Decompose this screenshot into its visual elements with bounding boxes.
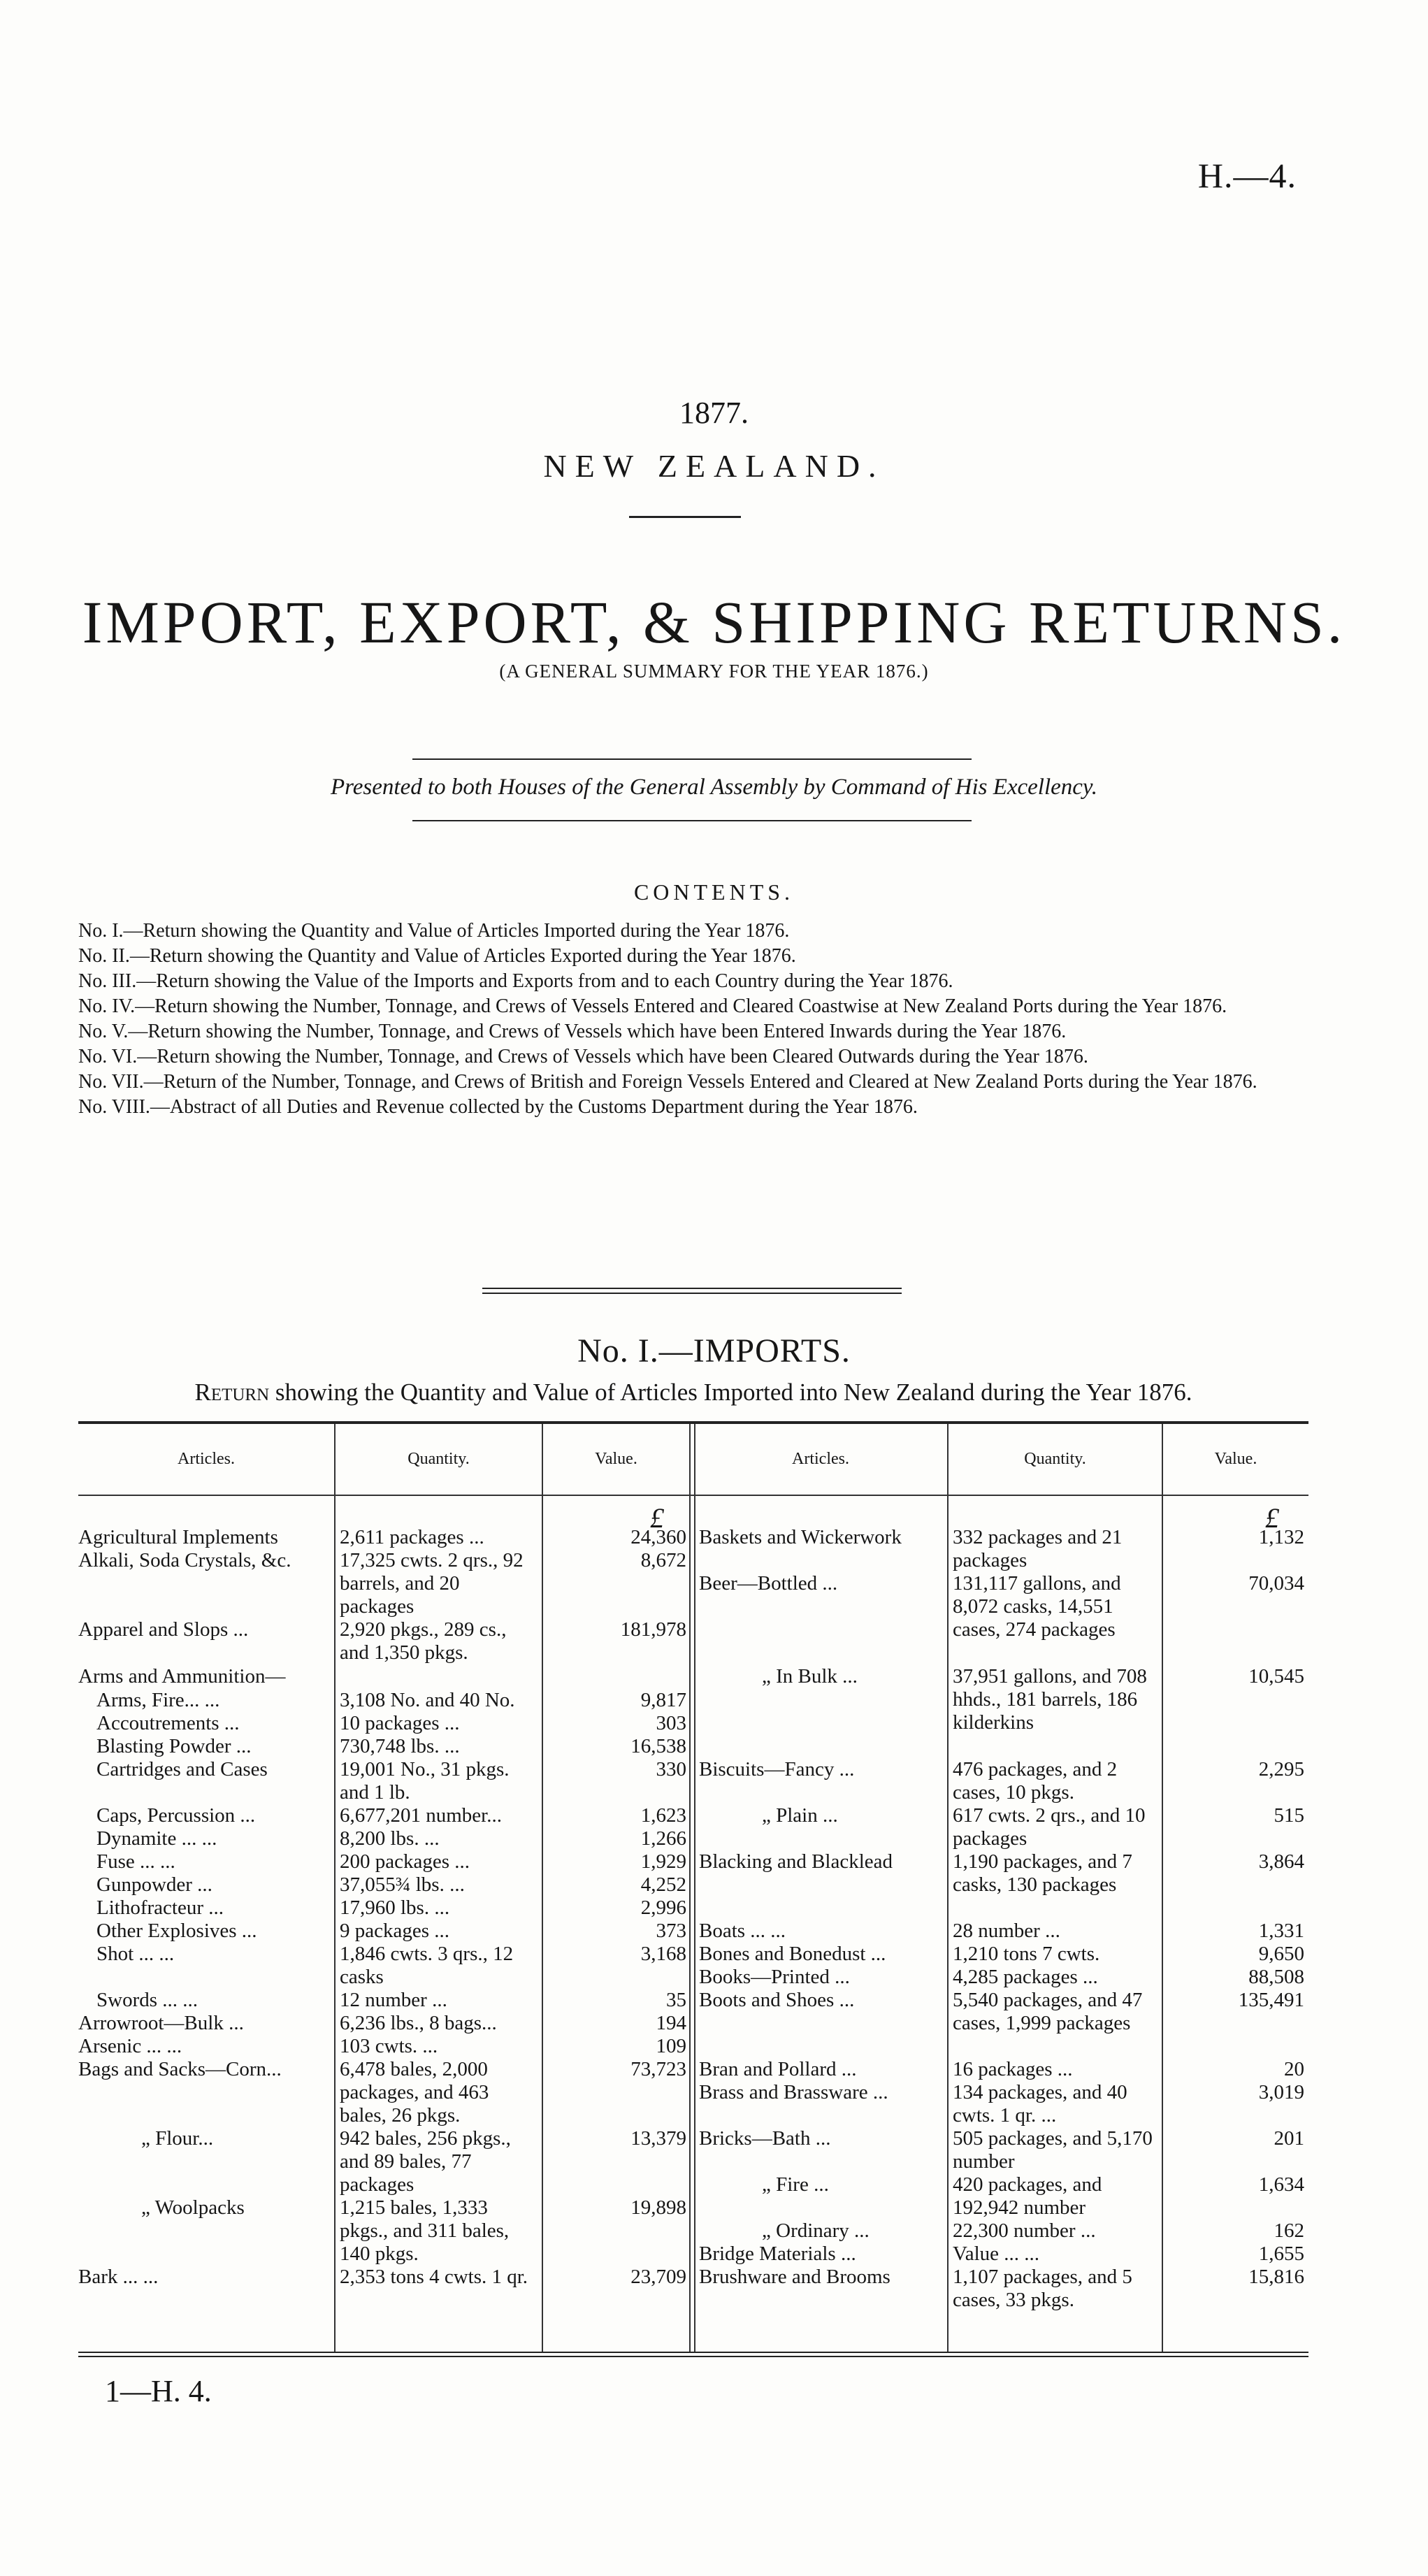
article-name: Other Explosives ... bbox=[96, 1920, 257, 1942]
quantity-cell: 12 number ... bbox=[340, 1989, 447, 2011]
quantity-cell: 1,215 bales, 1,333 pkgs., and 311 bales, 140 pkgs. bbox=[340, 2196, 510, 2265]
value-cell: 194 bbox=[656, 2012, 686, 2034]
quantity-cell: 6,677,201 number... bbox=[340, 1804, 502, 1827]
contents-item: No. V.—Return showing the Number, Tonnage, and Crews of Vessels which have been Entered Inwards during the Year 1876. bbox=[78, 1021, 1067, 1042]
value-cell: 303 bbox=[656, 1712, 686, 1734]
value-cell: 24,360 bbox=[630, 1526, 686, 1548]
article-name: Blacking and Blacklead bbox=[699, 1850, 893, 1873]
column-divider bbox=[689, 1424, 695, 2352]
divider bbox=[412, 758, 972, 760]
divider bbox=[629, 516, 741, 518]
article-name: Bran and Pollard ... bbox=[699, 2058, 857, 2080]
article-name: „ Flour... bbox=[141, 2127, 214, 2150]
contents-item: No. II.—Return showing the Quantity and Value of Articles Exported during the Year 1876. bbox=[78, 945, 796, 967]
header-articles-right: Articles. bbox=[792, 1450, 849, 1468]
quantity-cell: 8,200 lbs. ... bbox=[340, 1827, 440, 1850]
section-title: No. I.—IMPORTS. bbox=[577, 1332, 851, 1369]
value-cell: 1,132 bbox=[1258, 1526, 1304, 1548]
page-reference: H.—4. bbox=[1197, 156, 1297, 195]
value-cell: 109 bbox=[656, 2035, 686, 2057]
article-name: Alkali, Soda Crystals, &c. bbox=[78, 1549, 291, 1571]
article-name: Shot ... ... bbox=[96, 1943, 175, 1965]
article-name: Baskets and Wickerwork bbox=[699, 1526, 902, 1548]
article-name: Bricks—Bath ... bbox=[699, 2127, 831, 2150]
header-quantity-left: Quantity. bbox=[408, 1450, 470, 1468]
quantity-cell: 4,285 packages ... bbox=[953, 1966, 1098, 1988]
value-cell: 1,929 bbox=[640, 1850, 686, 1873]
quantity-cell: 2,611 packages ... bbox=[340, 1526, 484, 1548]
value-cell: 10,545 bbox=[1248, 1665, 1304, 1688]
page-title: IMPORT, EXPORT, & SHIPPING RETURNS. bbox=[82, 589, 1346, 656]
value-cell: 73,723 bbox=[630, 2058, 686, 2080]
contents-item: No. VIII.—Abstract of all Duties and Revenue collected by the Customs Department during the Year 1876. bbox=[78, 1096, 918, 1118]
article-name: „ Plain ... bbox=[762, 1804, 838, 1827]
quantity-cell: 103 cwts. ... bbox=[340, 2035, 438, 2057]
value-cell: 9,650 bbox=[1258, 1943, 1304, 1965]
value-cell: 19,898 bbox=[630, 2196, 686, 2219]
quantity-cell: 420 packages, and 192,942 number bbox=[953, 2173, 1102, 2219]
value-cell: 35 bbox=[666, 1989, 686, 2011]
article-name: Cartridges and Cases bbox=[96, 1758, 268, 1780]
article-name: „ Ordinary ... bbox=[762, 2219, 870, 2242]
section-description bbox=[78, 1379, 1308, 1406]
country-heading: NEW ZEALAND. bbox=[543, 448, 885, 484]
value-cell: 135,491 bbox=[1238, 1989, 1304, 2011]
quantity-cell: 37,951 gallons, and 708 hhds., 181 barrels, 186 kilderkins bbox=[953, 1665, 1147, 1734]
article-name: Arms and Ammunition— bbox=[78, 1665, 286, 1688]
quantity-cell: 2,353 tons 4 cwts. 1 qr. bbox=[340, 2266, 528, 2288]
page-subtitle: (A GENERAL SUMMARY FOR THE YEAR 1876.) bbox=[499, 661, 929, 682]
divider bbox=[412, 820, 972, 821]
article-name: Beer—Bottled ... bbox=[699, 1572, 838, 1595]
article-name: „ In Bulk ... bbox=[762, 1665, 858, 1688]
value-cell: 4,252 bbox=[640, 1873, 686, 1896]
quantity-cell: 942 bales, 256 pkgs., and 89 bales, 77 packages bbox=[340, 2127, 511, 2196]
quantity-cell: Value ... ... bbox=[953, 2243, 1040, 2265]
quantity-cell: 617 cwts. 2 qrs., and 10 packages bbox=[953, 1804, 1146, 1850]
section-description-lead: Return bbox=[194, 1379, 270, 1406]
quantity-cell: 6,478 bales, 2,000 packages, and 463 bales, 26 pkgs. bbox=[340, 2058, 489, 2127]
quantity-cell: 476 packages, and 2 cases, 10 pkgs. bbox=[953, 1758, 1118, 1804]
header-articles-left: Articles. bbox=[178, 1450, 235, 1468]
value-cell: 3,168 bbox=[640, 1943, 686, 1965]
header-quantity-right: Quantity. bbox=[1024, 1450, 1086, 1468]
article-name: Blasting Powder ... bbox=[96, 1735, 252, 1757]
article-name: Books—Printed ... bbox=[699, 1966, 850, 1988]
value-cell: 2,295 bbox=[1258, 1758, 1304, 1780]
value-cell: 88,508 bbox=[1248, 1966, 1304, 1988]
column-divider bbox=[947, 1424, 949, 2352]
document-year: 1877. bbox=[679, 396, 749, 430]
value-cell: 162 bbox=[1274, 2219, 1304, 2242]
section-description-text: showing the Quantity and Value of Articles Imported into New Zealand during the Year 1876. bbox=[269, 1379, 1192, 1406]
value-cell: 1,655 bbox=[1258, 2243, 1304, 2265]
value-cell: 515 bbox=[1274, 1804, 1304, 1827]
article-name: Caps, Percussion ... bbox=[96, 1804, 256, 1827]
article-name: Bones and Bonedust ... bbox=[699, 1943, 886, 1965]
article-name: Arrowroot—Bulk ... bbox=[78, 2012, 244, 2034]
article-name: Bridge Materials ... bbox=[699, 2243, 856, 2265]
quantity-cell: 28 number ... bbox=[953, 1920, 1060, 1942]
contents-item: No. VI.—Return showing the Number, Tonnage, and Crews of Vessels which have been Cleared Outwards during the Year 1876. bbox=[78, 1046, 1088, 1067]
value-cell: 16,538 bbox=[630, 1735, 686, 1757]
quantity-cell: 730,748 lbs. ... bbox=[340, 1735, 460, 1757]
article-name: „ Woolpacks bbox=[141, 2196, 245, 2219]
quantity-cell: 131,117 gallons, and 8,072 casks, 14,551 cases, 274 packages bbox=[953, 1572, 1121, 1641]
article-name: Arms, Fire... ... bbox=[96, 1689, 220, 1711]
article-name: Apparel and Slops ... bbox=[78, 1618, 249, 1641]
quantity-cell: 1,107 packages, and 5 cases, 33 pkgs. bbox=[953, 2266, 1132, 2311]
quantity-cell: 3,108 No. and 40 No. bbox=[340, 1689, 515, 1711]
quantity-cell: 1,846 cwts. 3 qrs., 12 casks bbox=[340, 1943, 514, 1988]
value-cell: 23,709 bbox=[630, 2266, 686, 2288]
column-divider bbox=[1162, 1424, 1163, 2352]
article-name: Arsenic ... ... bbox=[78, 2035, 182, 2057]
quantity-cell: 9 packages ... bbox=[340, 1920, 450, 1942]
value-cell: 1,634 bbox=[1258, 2173, 1304, 2196]
article-name: Swords ... ... bbox=[96, 1989, 199, 2011]
value-cell: 181,978 bbox=[620, 1618, 686, 1641]
article-name: Bags and Sacks—Corn... bbox=[78, 2058, 282, 2080]
quantity-cell: 505 packages, and 5,170 number bbox=[953, 2127, 1153, 2173]
value-cell: 330 bbox=[656, 1758, 686, 1780]
value-cell: 2,996 bbox=[640, 1897, 686, 1919]
footer-reference: 1—H. 4. bbox=[105, 2374, 212, 2408]
value-cell: 20 bbox=[1284, 2058, 1304, 2080]
contents-item: No. III.—Return showing the Value of the Imports and Exports from and to each Country during the Year 1876. bbox=[78, 970, 953, 992]
quantity-cell: 332 packages and 21 packages bbox=[953, 1526, 1123, 1571]
quantity-cell: 1,210 tons 7 cwts. bbox=[953, 1943, 1100, 1965]
article-name: „ Fire ... bbox=[762, 2173, 829, 2196]
contents-list bbox=[78, 919, 1308, 1121]
value-cell: 373 bbox=[656, 1920, 686, 1942]
quantity-cell: 19,001 No., 31 pkgs. and 1 lb. bbox=[340, 1758, 510, 1804]
value-cell: 9,817 bbox=[640, 1689, 686, 1711]
header-value-right: Value. bbox=[1214, 1450, 1257, 1468]
article-name: Gunpowder ... bbox=[96, 1873, 212, 1896]
double-divider bbox=[482, 1288, 902, 1294]
article-name: Bark ... ... bbox=[78, 2266, 159, 2288]
value-cell: 3,019 bbox=[1258, 2081, 1304, 2103]
currency-symbol-left: £ bbox=[650, 1502, 664, 1534]
value-cell: 1,266 bbox=[640, 1827, 686, 1850]
value-cell: 1,623 bbox=[640, 1804, 686, 1827]
table-bottom-rule bbox=[78, 2352, 1308, 2357]
article-name: Brushware and Brooms bbox=[699, 2266, 890, 2288]
article-name: Boats ... ... bbox=[699, 1920, 786, 1942]
value-cell: 201 bbox=[1274, 2127, 1304, 2150]
header-rule bbox=[78, 1495, 1308, 1496]
header-value-left: Value. bbox=[595, 1450, 637, 1468]
column-divider bbox=[542, 1424, 543, 2352]
article-name: Agricultural Implements bbox=[78, 1526, 278, 1548]
article-name: Brass and Brassware ... bbox=[699, 2081, 888, 2103]
quantity-cell: 134 packages, and 40 cwts. 1 qr. ... bbox=[953, 2081, 1127, 2127]
contents-heading: CONTENTS. bbox=[633, 879, 795, 905]
quantity-cell: 5,540 packages, and 47 cases, 1,999 packages bbox=[953, 1989, 1143, 2034]
article-name: Biscuits—Fancy ... bbox=[699, 1758, 855, 1780]
quantity-cell: 37,055¾ lbs. ... bbox=[340, 1873, 465, 1896]
article-name: Accoutrements ... bbox=[96, 1712, 240, 1734]
currency-symbol-right: £ bbox=[1265, 1502, 1279, 1534]
contents-item: No. I.—Return showing the Quantity and Value of Articles Imported during the Year 1876. bbox=[78, 920, 790, 942]
article-name: Dynamite ... ... bbox=[96, 1827, 217, 1850]
value-cell: 13,379 bbox=[630, 2127, 686, 2150]
quantity-cell: 200 packages ... bbox=[340, 1850, 470, 1873]
presented-statement: Presented to both Houses of the General Assembly by Command of His Excellency. bbox=[330, 775, 1098, 800]
article-name: Fuse ... ... bbox=[96, 1850, 175, 1873]
article-name: Lithofracteur ... bbox=[96, 1897, 224, 1919]
quantity-cell: 16 packages ... bbox=[953, 2058, 1073, 2080]
contents-item: No. IV.—Return showing the Number, Tonnage, and Crews of Vessels Entered and Cleared Coastwise at New Zealand Ports during the Year 1876. bbox=[78, 995, 1227, 1017]
value-cell: 70,034 bbox=[1248, 1572, 1304, 1595]
quantity-cell: 10 packages ... bbox=[340, 1712, 460, 1734]
column-divider bbox=[334, 1424, 336, 2352]
value-cell: 3,864 bbox=[1258, 1850, 1304, 1873]
article-name: Boots and Shoes ... bbox=[699, 1989, 855, 2011]
quantity-cell: 22,300 number ... bbox=[953, 2219, 1096, 2242]
quantity-cell: 17,960 lbs. ... bbox=[340, 1897, 450, 1919]
contents-item: No. VII.—Return of the Number, Tonnage, and Crews of British and Foreign Vessels Entered and Cleared at New Zealand Ports during the Year 1876. bbox=[78, 1071, 1257, 1093]
quantity-cell: 2,920 pkgs., 289 cs., and 1,350 pkgs. bbox=[340, 1618, 507, 1664]
value-cell: 15,816 bbox=[1248, 2266, 1304, 2288]
value-cell: 1,331 bbox=[1258, 1920, 1304, 1942]
quantity-cell: 6,236 lbs., 8 bags... bbox=[340, 2012, 497, 2034]
value-cell: 8,672 bbox=[640, 1549, 686, 1571]
quantity-cell: 1,190 packages, and 7 casks, 130 packages bbox=[953, 1850, 1132, 1896]
quantity-cell: 17,325 cwts. 2 qrs., 92 barrels, and 20 packages bbox=[340, 1549, 524, 1618]
